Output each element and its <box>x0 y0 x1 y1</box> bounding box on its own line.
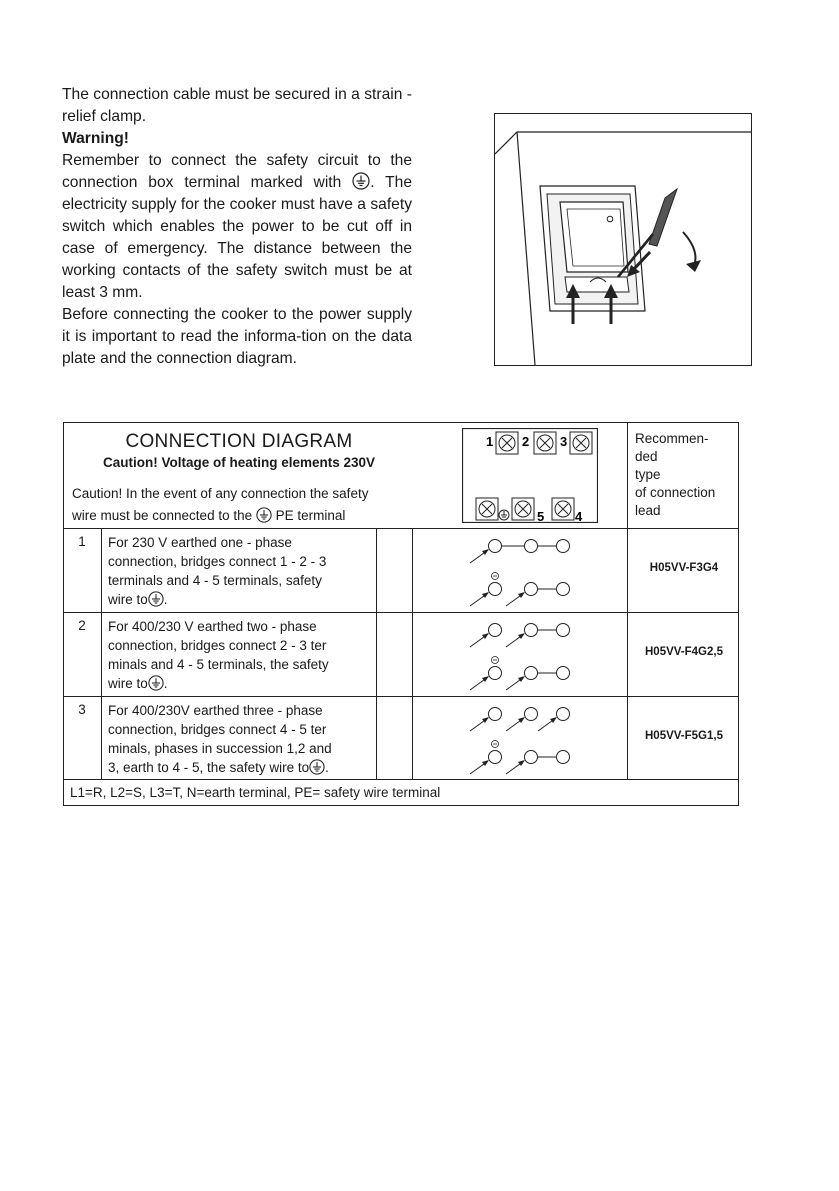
terminal-legend: L1=R, L2=S, L3=T, N=earth terminal, PE= safety wire terminal <box>70 785 441 800</box>
terminal-screw-icon <box>476 498 498 520</box>
row-text-line <box>108 758 384 777</box>
recommend-line: Recommen- <box>635 431 709 446</box>
row-text-last: wire to <box>108 592 148 607</box>
row-description <box>108 617 384 693</box>
row-text-line: For 400/230 V earthed two - phase <box>108 619 317 634</box>
terminal-screw-icon <box>534 432 556 454</box>
intro-paragraph-2-end: . The electricity supply for the cooker must have a safety switch which enables the power to be cut off in case of emergency. The distance between the working contacts of the safety switch must be at least 3 mm. <box>62 174 412 301</box>
recommended-lead: H05VV-F3G4 <box>649 562 719 574</box>
rotate-arrow-icon <box>686 260 701 272</box>
row-text-last: wire to <box>108 676 148 691</box>
intro-text <box>62 84 412 370</box>
row-number: 3 <box>78 702 86 717</box>
safety-wire-caution <box>72 483 422 527</box>
terminal-label: 5 <box>537 509 545 523</box>
terminal-block-drawing <box>462 428 598 523</box>
intro-paragraph-1: The connection cable must be secured in a strain - relief clamp. <box>62 86 412 125</box>
divider <box>101 528 102 779</box>
recommend-line: type <box>635 467 661 482</box>
recommended-lead: H05VV-F4G2,5 <box>645 646 723 658</box>
caution-line2-start: wire must be connected to the <box>72 508 253 523</box>
intro-paragraph-3: Before connecting the cooker to the power supply it is important to read the informa-tion on the data plate and the connection diagram. <box>62 306 412 367</box>
terminal-label: 1 <box>486 434 494 449</box>
connection-diagram-table <box>63 422 739 806</box>
row-text-end: . <box>325 760 329 775</box>
recommend-line: ded <box>635 449 658 464</box>
caution-line2-end: PE terminal <box>275 508 346 523</box>
divider <box>64 779 738 780</box>
row-text-line: connection, bridges connect 4 - 5 ter <box>108 722 327 737</box>
row-text-line: connection, bridges connect 2 - 3 ter <box>108 638 327 653</box>
warning-heading: Warning! <box>62 130 129 147</box>
row-description <box>108 533 384 609</box>
earth-symbol-icon <box>352 172 370 190</box>
row-description <box>108 701 384 777</box>
recommended-lead-header <box>635 430 715 520</box>
row-text-line <box>108 590 384 609</box>
earth-symbol-icon <box>256 507 272 523</box>
divider <box>627 423 628 779</box>
row-text-line: connection, bridges connect 1 - 2 - 3 <box>108 554 327 569</box>
earth-symbol-icon <box>148 675 164 691</box>
row-text-line: minals, phases in succession 1,2 and <box>108 741 332 756</box>
terminal-label: 4 <box>575 509 583 523</box>
recommend-line: of connection <box>635 485 716 500</box>
terminal-label: 2 <box>522 434 530 449</box>
divider <box>64 612 738 613</box>
terminal-label: 3 <box>560 434 568 449</box>
row-text-end: . <box>163 592 168 607</box>
earth-symbol-icon <box>309 759 325 775</box>
safety-wire-caution-line1: Caution! In the event of any connection the safety <box>72 486 369 501</box>
row-text-line: terminals and 4 - 5 terminals, safety <box>108 573 322 588</box>
diagram-title: CONNECTION DIAGRAM <box>125 431 353 452</box>
safety-wire-caution-line2 <box>72 505 422 527</box>
divider <box>64 528 738 529</box>
row-number: 2 <box>78 618 86 633</box>
row-text-line: For 230 V earthed one - phase <box>108 535 292 550</box>
wiring-schematic-1 <box>464 533 576 611</box>
row-text-line: For 400/230V earthed three - phase <box>108 703 323 718</box>
row-text-end: . <box>163 676 168 691</box>
intro-paragraph-2 <box>62 150 412 304</box>
terminal-screw-icon <box>570 432 592 454</box>
recommend-line: lead <box>635 503 661 518</box>
terminal-screw-icon <box>552 498 574 520</box>
wiring-schematic-2 <box>464 617 576 695</box>
recommended-lead: H05VV-F5G1,5 <box>645 730 723 742</box>
terminal-box-illustration <box>494 113 752 366</box>
row-text-line: minals and 4 - 5 terminals, the safety <box>108 657 329 672</box>
terminal-screw-icon <box>512 498 534 520</box>
diagram-subtitle: Caution! Voltage of heating elements 230V <box>102 455 376 470</box>
divider <box>412 528 413 779</box>
row-text-last: 3, earth to 4 - 5, the safety wire to <box>108 760 310 775</box>
divider <box>64 696 738 697</box>
wiring-schematic-3 <box>464 701 576 779</box>
earth-symbol-icon <box>148 591 164 607</box>
row-text-line <box>108 674 384 693</box>
terminal-box-drawing <box>495 114 751 365</box>
intro-paragraph-2-start: Remember to connect the safety circuit to the connection box terminal marked with <box>62 152 412 191</box>
row-number: 1 <box>78 534 86 549</box>
terminal-screw-icon <box>496 432 518 454</box>
